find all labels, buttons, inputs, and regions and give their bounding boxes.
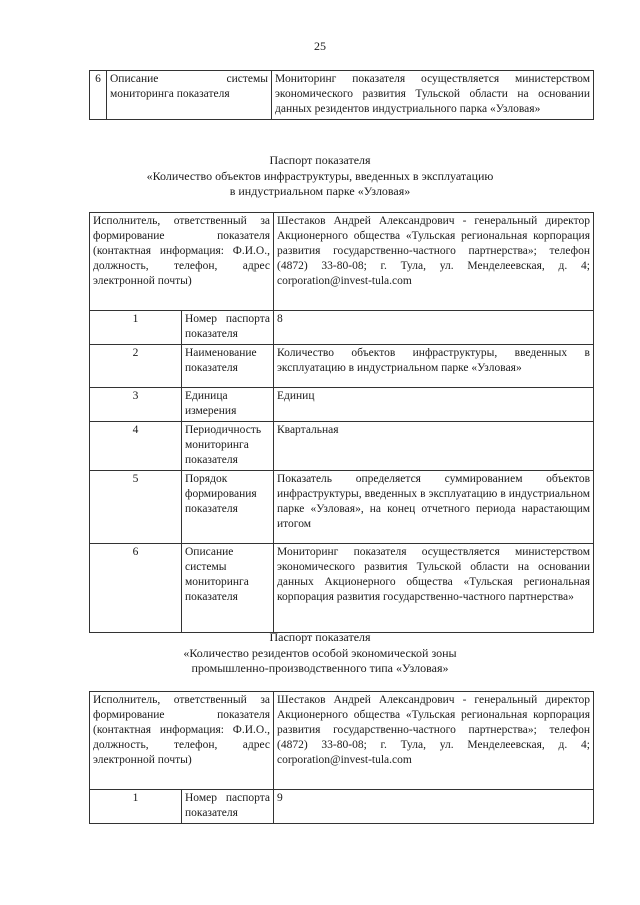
passport2-table (89, 691, 594, 824)
passport1-title-line: Паспорт показателя (269, 153, 371, 167)
executor-label: Исполнитель, ответственный за формирование показателя (контактная информация: Ф.И.О., должность, телефон, адрес электронной почты) (90, 213, 274, 311)
row-value: 8 (274, 311, 594, 345)
table-row (90, 71, 594, 120)
row-label: Номер паспорта показателя (182, 790, 274, 824)
executor-label: Исполнитель, ответственный за формирование показателя (контактная информация: Ф.И.О., должность, телефон, адрес электронной почты) (90, 692, 274, 790)
table-row (90, 544, 594, 633)
row-value: Единиц (274, 388, 594, 422)
row-label: Номер паспорта показателя (182, 311, 274, 345)
table-row (90, 388, 594, 422)
table-row (90, 790, 594, 824)
top-table (89, 70, 594, 120)
row-number: 1 (90, 311, 182, 345)
page-number: 25 (314, 39, 326, 53)
row-label: Единица измерения (182, 388, 274, 422)
passport1-title (0, 153, 640, 200)
passport1-title-line: в индустриальном парке «Узловая» (229, 184, 411, 198)
row-number: 3 (90, 388, 182, 422)
row-number: 1 (90, 790, 182, 824)
table-row (90, 471, 594, 544)
passport2-title-line: промышленно-производственного типа «Узловая» (191, 661, 449, 675)
executor-row (90, 213, 594, 311)
row-value: Квартальная (274, 422, 594, 471)
row-number: 4 (90, 422, 182, 471)
row-value: Мониторинг показателя осуществляется министерством экономического развития Тульской области на основании данных резидентов индустриального парка «Узловая» (272, 71, 594, 120)
row-number: 6 (90, 544, 182, 633)
row-label: Периодичность мониторинга показателя (182, 422, 274, 471)
row-value: Мониторинг показателя осуществляется министерством экономического развития Тульской области на основании данных Акционерного общества «Тульская региональная корпорация развития государственно-частного партнерства» (274, 544, 594, 633)
row-number: 2 (90, 345, 182, 388)
table-row (90, 422, 594, 471)
passport2-title-line: Паспорт показателя (269, 630, 371, 644)
table-row (90, 311, 594, 345)
row-label: Описание системы мониторинга показателя (182, 544, 274, 633)
executor-row (90, 692, 594, 790)
executor-value: Шестаков Андрей Александрович - генеральный директор Акционерного общества «Тульская региональная корпорация развития государственно-частного партнерства»; телефон (4872) 33-80-08; г. Тула, ул. Менделеевская, д. 4; corporation@invest-tula.com (274, 213, 594, 311)
passport2-title (0, 630, 640, 677)
row-value: 9 (274, 790, 594, 824)
passport2-title-line: «Количество резидентов особой экономической зоны (183, 645, 457, 660)
executor-value: Шестаков Андрей Александрович - генеральный директор Акционерного общества «Тульская региональная корпорация развития государственно-частного партнерства»; телефон (4872) 33-80-08; г. Тула, ул. Менделеевская, д. 4; corporation@invest-tula.com (274, 692, 594, 790)
row-label: Порядок формирования показателя (182, 471, 274, 544)
table-row (90, 345, 594, 388)
row-number: 5 (90, 471, 182, 544)
row-value: Показатель определяется суммированием объектов инфраструктуры, введенных в эксплуатацию в индустриальном парке «Узловая», на конец отчетного периода нарастающим итогом (274, 471, 594, 544)
row-value: Количество объектов инфраструктуры, введенных в эксплуатацию в индустриальном парке «Узловая» (274, 345, 594, 388)
passport1-table (89, 212, 594, 633)
row-number: 6 (90, 71, 107, 120)
passport1-title-line: «Количество объектов инфраструктуры, введенных в эксплуатацию (146, 168, 494, 183)
row-label: Наименование показателя (182, 345, 274, 388)
row-label: Описание системы мониторинга показателя (107, 71, 272, 120)
